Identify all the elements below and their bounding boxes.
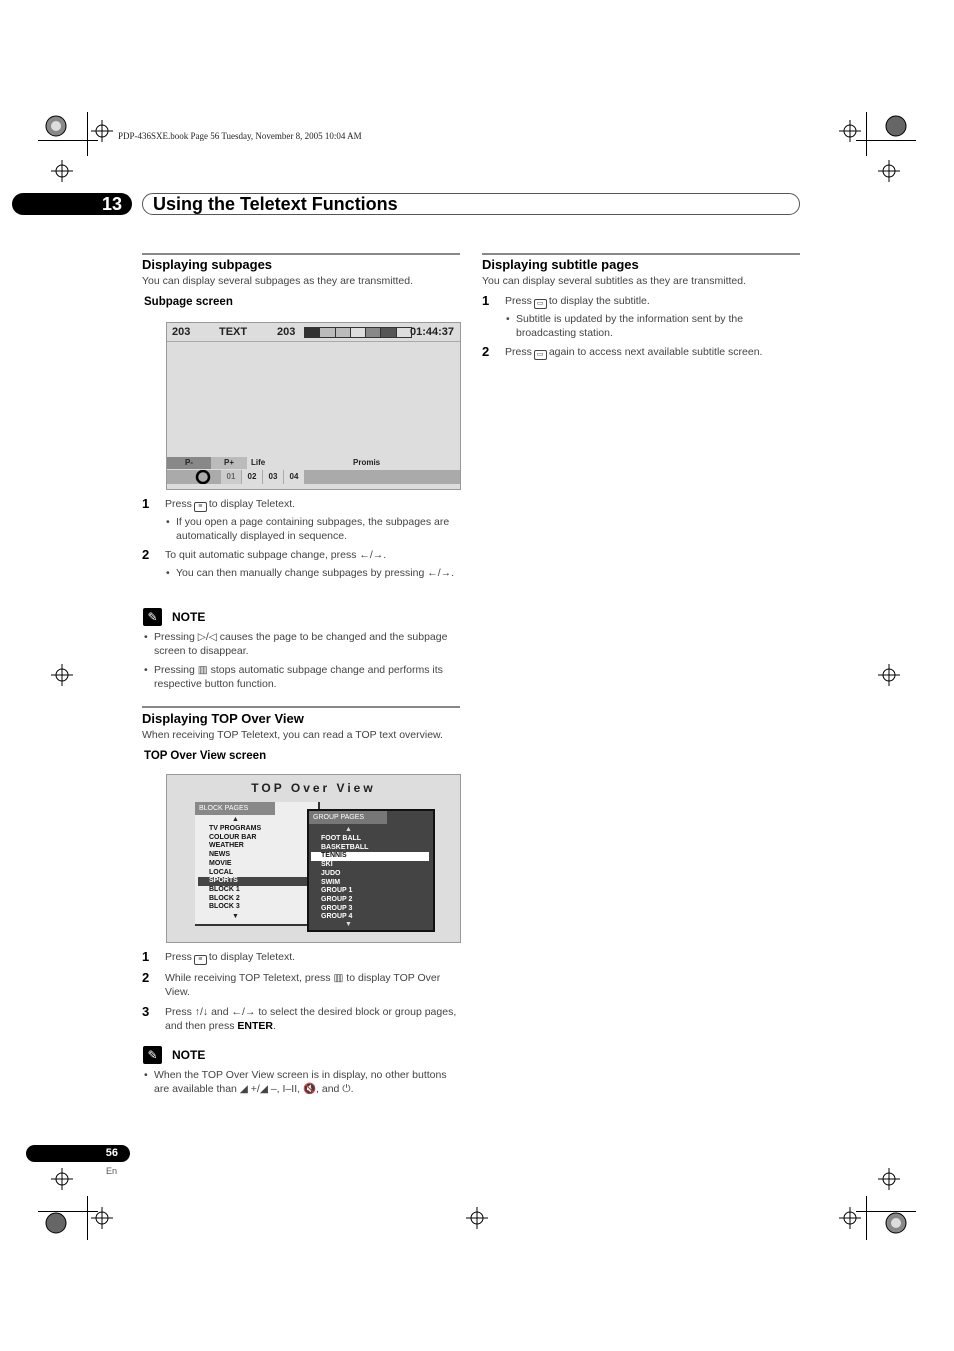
- section-intro: When receiving TOP Teletext, you can read a TOP text overview.: [142, 729, 443, 741]
- note-text: Pressing ▷/◁ causes the page to be changed and the subpage screen to disappear.: [154, 631, 448, 657]
- registration-mark-icon: [885, 1212, 907, 1234]
- block-list-item[interactable]: SPORTS: [198, 877, 318, 886]
- crosshair-icon: [878, 160, 900, 182]
- step-text-after: to display the subtitle.: [548, 295, 650, 307]
- step-number: 3: [142, 1004, 150, 1019]
- step-text-after: again to access next available subtitle screen.: [548, 346, 763, 358]
- screen-title: TOP Over View: [251, 781, 376, 795]
- subpage-number: 03: [263, 470, 283, 484]
- step-bullet-text: If you open a page containing subpages, the subpages are automatically displayed in sequence.: [176, 516, 450, 542]
- crosshair-icon: [466, 1207, 488, 1229]
- step-text: [505, 346, 762, 360]
- block-list-item[interactable]: LOCAL: [209, 868, 234, 876]
- step-number: 2: [482, 344, 490, 359]
- step-text-before: Press: [505, 346, 532, 358]
- scroll-up-arrow-icon: ▲: [232, 816, 239, 823]
- crosshair-icon: [51, 160, 73, 182]
- crosshair-icon: [91, 1207, 113, 1229]
- step-bullet: •: [506, 313, 510, 325]
- group-list-item[interactable]: GROUP 2: [321, 895, 353, 903]
- section-rule: [142, 253, 460, 255]
- note-pencil-icon: ✎: [143, 1046, 162, 1064]
- step-text-after: to display Teletext.: [208, 951, 296, 963]
- subtitle-button-icon: ▭: [534, 299, 547, 309]
- group-list-item[interactable]: GROUP 3: [321, 904, 353, 912]
- subpage-number: 02: [242, 470, 262, 484]
- group-list-item[interactable]: GROUP 1: [321, 887, 353, 895]
- note-label: NOTE: [172, 610, 206, 624]
- bar-segment: [336, 328, 351, 337]
- step-bullet-text: Subtitle is updated by the information sent by the broadcasting station.: [516, 313, 744, 339]
- bar-segment: [320, 328, 335, 337]
- group-list-item[interactable]: FOOT BALL: [321, 835, 362, 842]
- step-text: [505, 295, 650, 309]
- panel-header: BLOCK PAGES: [195, 802, 275, 815]
- step-text-before: Press: [165, 951, 192, 963]
- block-list-item[interactable]: BLOCK 1: [209, 885, 240, 893]
- scroll-down-arrow-icon: ▼: [345, 921, 352, 928]
- step-bullet: •: [166, 516, 170, 528]
- registration-mark-icon: [45, 115, 67, 137]
- subpage-number: 04: [284, 470, 304, 484]
- bar-segment: [366, 328, 381, 337]
- fastext-row: [167, 457, 460, 469]
- subtitle-button-icon: ▭: [534, 350, 547, 360]
- bar-segment: [351, 328, 366, 337]
- note-bullet: •: [144, 664, 148, 676]
- scroll-up-arrow-icon: ▲: [345, 826, 352, 833]
- language-label: En: [106, 1166, 118, 1176]
- life-label: Life: [251, 458, 266, 467]
- step-text: To quit automatic subpage change, press ←/→.: [165, 549, 387, 561]
- top-over-view-screen: [166, 774, 461, 943]
- note-bullet: •: [144, 631, 148, 643]
- section-rule: [142, 706, 460, 708]
- bar-segment: [305, 328, 320, 337]
- crop-mark: [87, 112, 88, 156]
- note-label: NOTE: [172, 1048, 206, 1062]
- page-number-badge: [26, 1145, 130, 1162]
- step-text: While receiving TOP Teletext, press ▥ to display TOP Over View.: [165, 972, 441, 998]
- step-text: [165, 1006, 461, 1033]
- block-list-item[interactable]: BLOCK 2: [209, 894, 240, 902]
- registration-mark-icon: [885, 115, 907, 137]
- promis-label: Promis: [353, 458, 381, 467]
- teletext-header-row: [167, 323, 460, 342]
- step-text-main: Press ↑/↓ and ←/→ to select the desired block or group pages, and then press: [165, 1006, 457, 1032]
- group-list-item[interactable]: SKI: [321, 861, 333, 869]
- subpage-screen: [166, 322, 461, 490]
- step-text-before: Press: [165, 498, 192, 510]
- step-text: [165, 951, 295, 965]
- file-info: PDP-436SXE.book Page 56 Tuesday, November 8, 2005 10:04 AM: [118, 131, 362, 141]
- teletext-button-icon: ≡: [194, 502, 207, 512]
- section-rule: [482, 253, 800, 255]
- p-plus-key: P+: [211, 457, 247, 469]
- section-intro: You can display several subtitles as they are transmitted.: [482, 275, 747, 287]
- screen-label: Subpage screen: [144, 296, 233, 308]
- page-number-2: 203: [277, 326, 296, 338]
- group-list-item[interactable]: GROUP 4: [321, 913, 353, 921]
- progress-bar-segments: [304, 327, 412, 338]
- group-list: [311, 835, 429, 922]
- crosshair-icon: [878, 664, 900, 686]
- step-text: [165, 498, 295, 512]
- teletext-button-icon: ≡: [194, 955, 207, 965]
- block-list-item[interactable]: NEWS: [209, 851, 230, 859]
- subpage-cycle-icon: [193, 470, 213, 484]
- step-bullet: •: [166, 567, 170, 579]
- chapter-number: 13: [101, 194, 122, 214]
- crosshair-icon: [91, 120, 113, 142]
- step-text-after: to display Teletext.: [208, 498, 296, 510]
- page-number: 203: [172, 326, 191, 338]
- p-minus-key: P-: [167, 457, 211, 469]
- block-list-item[interactable]: TV PROGRAMS: [209, 825, 262, 832]
- group-list-item[interactable]: TENNIS: [311, 852, 429, 861]
- note-pencil-icon: ✎: [143, 608, 162, 626]
- step-number: 2: [142, 970, 150, 985]
- bar-segment: [381, 328, 396, 337]
- clock-time: 01:44:37: [410, 326, 455, 338]
- crosshair-icon: [839, 1207, 861, 1229]
- screen-label: TOP Over View screen: [144, 750, 267, 762]
- section-intro: You can display several subpages as they are transmitted.: [142, 275, 414, 287]
- section-heading-top-over-view: Displaying TOP Over View: [142, 711, 304, 726]
- crop-mark: [87, 1196, 88, 1240]
- block-list-item[interactable]: WEATHER: [209, 842, 244, 850]
- subpage-number: 01: [221, 470, 241, 484]
- note-bullet: •: [144, 1069, 148, 1081]
- subpage-strip: [167, 470, 460, 484]
- panel-header: GROUP PAGES: [309, 811, 387, 824]
- step-number: 1: [142, 496, 150, 511]
- crop-mark: [866, 112, 867, 156]
- crosshair-icon: [878, 1168, 900, 1190]
- block-list: [198, 825, 318, 912]
- step-number: 2: [142, 547, 150, 562]
- section-heading-subpages: Displaying subpages: [142, 257, 273, 272]
- section-heading-subtitle: Displaying subtitle pages: [482, 257, 639, 272]
- group-list-item[interactable]: SWIM: [321, 878, 341, 886]
- page-number: 56: [105, 1147, 118, 1159]
- chapter-title-box: [142, 193, 800, 215]
- block-list-item[interactable]: COLOUR BAR: [209, 833, 257, 841]
- crop-mark: [38, 140, 98, 141]
- group-list-item[interactable]: BASKETBALL: [321, 843, 369, 851]
- crosshair-icon: [839, 120, 861, 142]
- step-text-end: .: [272, 1019, 276, 1032]
- note-text: Pressing ▥ stops automatic subpage change and performs its respective button function.: [154, 664, 443, 690]
- step-number: 1: [482, 293, 490, 308]
- mode-label: TEXT: [219, 326, 248, 338]
- group-pages-panel: [307, 809, 435, 932]
- step-bullet-text: You can then manually change subpages by pressing ←/→.: [176, 567, 455, 579]
- crop-mark: [856, 140, 916, 141]
- block-pages-panel: [195, 802, 320, 926]
- crop-mark: [866, 1196, 867, 1240]
- group-list-item[interactable]: JUDO: [321, 869, 341, 877]
- chapter-title: Using the Teletext Functions: [153, 194, 398, 214]
- scroll-down-arrow-icon: ▼: [232, 913, 239, 920]
- block-list-item[interactable]: BLOCK 3: [209, 903, 240, 911]
- block-list-item[interactable]: MOVIE: [209, 859, 232, 867]
- step-number: 1: [142, 949, 150, 964]
- note-text: When the TOP Over View screen is in display, no other buttons are available than ◢ +/◢ –, I–II, 🔇, and ⏻.: [154, 1069, 447, 1095]
- enter-key-label: ENTER: [237, 1019, 273, 1032]
- crosshair-icon: [51, 664, 73, 686]
- step-text-before: Press: [505, 295, 532, 307]
- crosshair-icon: [51, 1168, 73, 1190]
- chapter-number-badge: [12, 193, 132, 215]
- registration-mark-icon: [45, 1212, 67, 1234]
- bar-segment: [397, 328, 411, 337]
